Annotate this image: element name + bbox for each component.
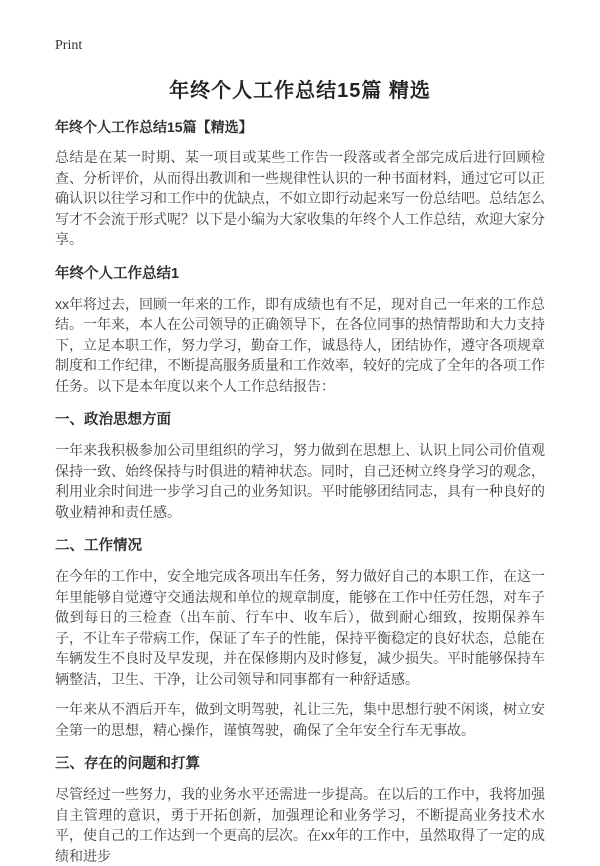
section-paragraph-work-1: 在今年的工作中，安全地完成各项出车任务，努力做好自己的本职工作，在这一年里能够自觉遵守交通法规和单位的规章制度，能够在工作中任劳任怨，对车子做到每日的三检查（出车前、行车中、收车后），做到耐心细致，按期保养车子，不让车子带病工作，保证了车子的性能，保持平衡稳定的良好状态，总能在车辆发生不良时及早发现，并在保修期内及时修复，减少损失。平时能够保持车辆整洁，卫生、干净，让公司领导和同事都有一种舒适感。 xyxy=(55,568,545,687)
document-subtitle: 年终个人工作总结15篇【精选】 xyxy=(55,119,253,135)
section-heading-politics: 一、政治思想方面 xyxy=(55,412,171,428)
section-paragraph-politics: 一年来我积极参加公司里组织的学习，努力做到在思想上、认识上同公司价值观保持一致、始终保持与时俱进的精神状态。同时，自己还树立终身学习的观念，利用业余时间进一步学习自己的业务知识。平时能够团结同志，具有一种良好的敬业精神和责任感。 xyxy=(55,442,545,520)
section-paragraph-problems: 尽管经过一些努力，我的业务水平还需进一步提高。在以后的工作中，我将加强自主管理的意识，勇于开拓创新，加强理论和业务学习，不断提高业务技术水平，使自己的工作达到一个更高的层次。在xx年的工作中，虽然取得了一定的成绩和进步 xyxy=(55,786,545,864)
article-opening-paragraph: xx年将过去，回顾一年来的工作，即有成绩也有不足，现对自己一年来的工作总结。一年来，本人在公司领导的正确领导下，在各位同事的热情帮助和大力支持下，立足本职工作，努力学习，勤奋工作，诚恳待人，团结协作，遵守各项规章制度和工作纪律，不断提高服务质量和工作效率，较好的完成了全年的各项工作任务。以下是本年度以来个人工作总结报告： xyxy=(55,295,545,394)
intro-paragraph: 总结是在某一时期、某一项目或某些工作告一段落或者全部完成后进行回顾检查、分析评价，从而得出教训和一些规律性认识的一种书面材料，通过它可以正确认识以往学习和工作中的优缺点，不如立即行动起来写一份总结吧。总结怎么写才不会流于形式呢？以下是小编为大家收集的年终个人工作总结，欢迎大家分享。 xyxy=(55,149,545,247)
print-button[interactable]: Print xyxy=(55,38,83,53)
section-heading-problems: 三、存在的问题和打算 xyxy=(55,756,200,772)
section-paragraph-work-2: 一年来从不酒后开车，做到文明驾驶，礼让三先，集中思想行驶不闲谈，树立安全第一的思想，精心操作，谨慎驾驶，确保了全年安全行车无事故。 xyxy=(55,701,545,738)
article-heading: 年终个人工作总结1 xyxy=(55,265,180,282)
section-heading-work: 二、工作情况 xyxy=(55,538,142,554)
document-title: 年终个人工作总结15篇 精选 xyxy=(169,80,431,102)
